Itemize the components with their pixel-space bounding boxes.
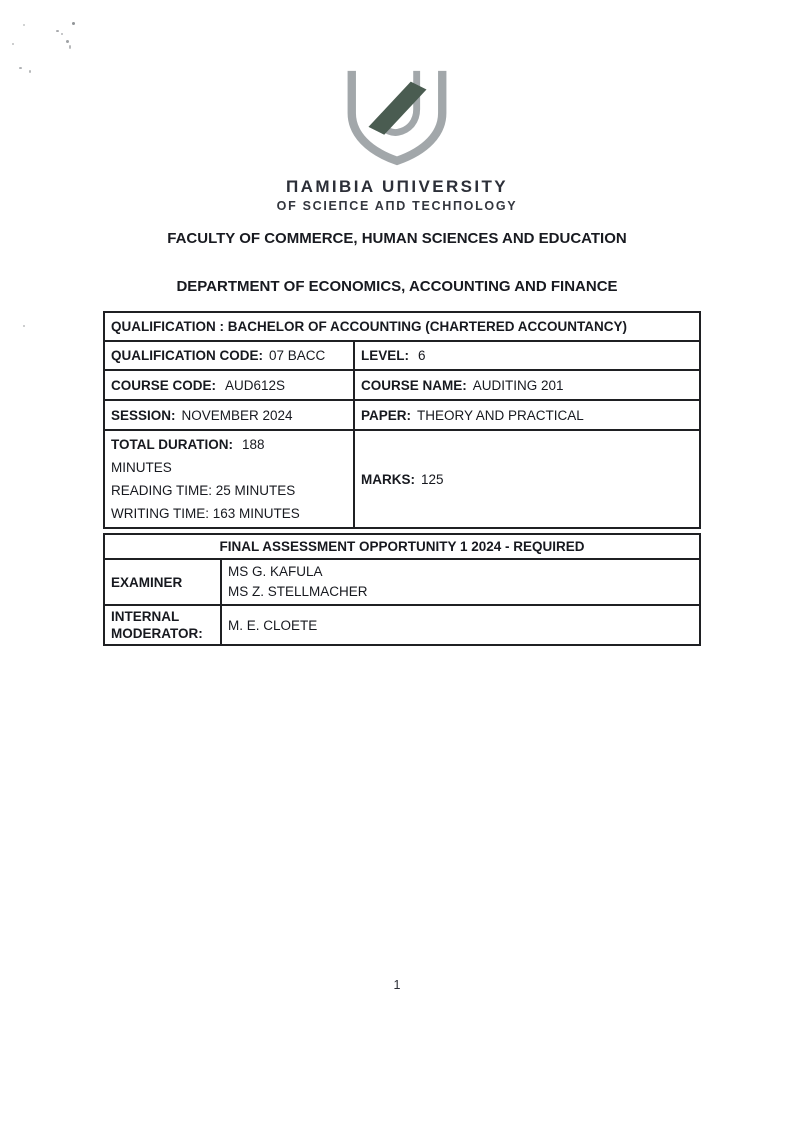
examiner-label-cell: EXAMINER <box>104 559 221 605</box>
course-info-table <box>103 311 701 529</box>
reading-time-line: READING TIME: 25 MINUTES <box>111 483 296 498</box>
scan-speck <box>23 325 25 327</box>
assessment-title-cell: FINAL ASSESSMENT OPPORTUNITY 1 2024 - REQUIRED <box>104 534 700 559</box>
assessment-table <box>103 533 701 646</box>
examiner-name: MS G. KAFULA <box>228 564 323 579</box>
scan-speck <box>56 30 59 32</box>
table-row <box>104 341 700 370</box>
department-heading: DEPARTMENT OF ECONOMICS, ACCOUNTING AND FINANCE <box>176 278 618 295</box>
field-label: LEVEL: <box>361 348 410 363</box>
field-label: MARKS: <box>361 471 415 487</box>
moderator-label-line: MODERATOR: <box>111 626 203 641</box>
table-row <box>104 534 700 559</box>
total-duration-line <box>111 433 347 456</box>
field-label: QUALIFICATION CODE: <box>111 348 263 363</box>
qualification-title-cell: QUALIFICATION : BACHELOR OF ACCOUNTING (CHARTERED ACCOUNTANCY) <box>104 312 700 341</box>
faculty-heading: FACULTY OF COMMERCE, HUMAN SCIENCES AND EDUCATION <box>167 230 627 247</box>
course-code-cell <box>104 370 354 400</box>
moderator-label-cell <box>104 605 221 645</box>
table-row <box>104 400 700 430</box>
level-cell <box>354 341 700 370</box>
moderator-name-cell: M. E. CLOETE <box>221 605 700 645</box>
field-label: COURSE NAME: <box>361 377 467 393</box>
duration-cell <box>104 430 354 528</box>
scan-speck <box>12 43 14 45</box>
scan-speck <box>23 24 25 26</box>
moderator-label-line: INTERNAL <box>111 609 180 624</box>
table-row <box>104 605 700 645</box>
field-value: 6 <box>418 348 426 363</box>
table-row <box>104 370 700 400</box>
session-cell <box>104 400 354 430</box>
marks-cell <box>354 430 700 528</box>
examiner-names-cell <box>221 559 700 605</box>
scan-speck <box>66 40 69 43</box>
logo-container <box>0 68 794 177</box>
field-label: PAPER: <box>361 407 412 423</box>
table-row <box>104 559 700 605</box>
field-label: SESSION: <box>111 407 176 423</box>
writing-time-line: WRITING TIME: 163 MINUTES <box>111 506 300 521</box>
field-value: AUD612S <box>225 377 286 393</box>
duration-unit-line: MINUTES <box>111 460 172 475</box>
field-value: AUDITING 201 <box>472 377 564 393</box>
scan-speck <box>61 33 63 35</box>
field-value: 07 BACC <box>269 348 326 363</box>
field-value: NOVEMBER 2024 <box>181 407 293 423</box>
examiner-name: MS Z. STELLMACHER <box>228 584 368 599</box>
table-row <box>104 312 700 341</box>
field-value: 188 <box>242 437 265 452</box>
field-label: COURSE CODE: <box>111 377 217 393</box>
university-wordmark-subtitle: OF SCIEΠCE AΠD TECHΠOLOGY <box>276 199 518 213</box>
nust-shield-logo-icon <box>338 68 456 172</box>
field-label: TOTAL DURATION: <box>111 437 233 452</box>
field-value: 125 <box>421 471 444 487</box>
table-row <box>104 430 700 528</box>
university-wordmark: ΠAMIBIA UΠIVERSITY <box>285 177 509 196</box>
scan-speck <box>69 45 71 49</box>
paper-cell <box>354 400 700 430</box>
qualification-code-cell <box>104 341 354 370</box>
scan-speck <box>72 22 75 25</box>
page-number: 1 <box>393 978 401 992</box>
course-name-cell <box>354 370 700 400</box>
field-value: THEORY AND PRACTICAL <box>417 407 584 423</box>
